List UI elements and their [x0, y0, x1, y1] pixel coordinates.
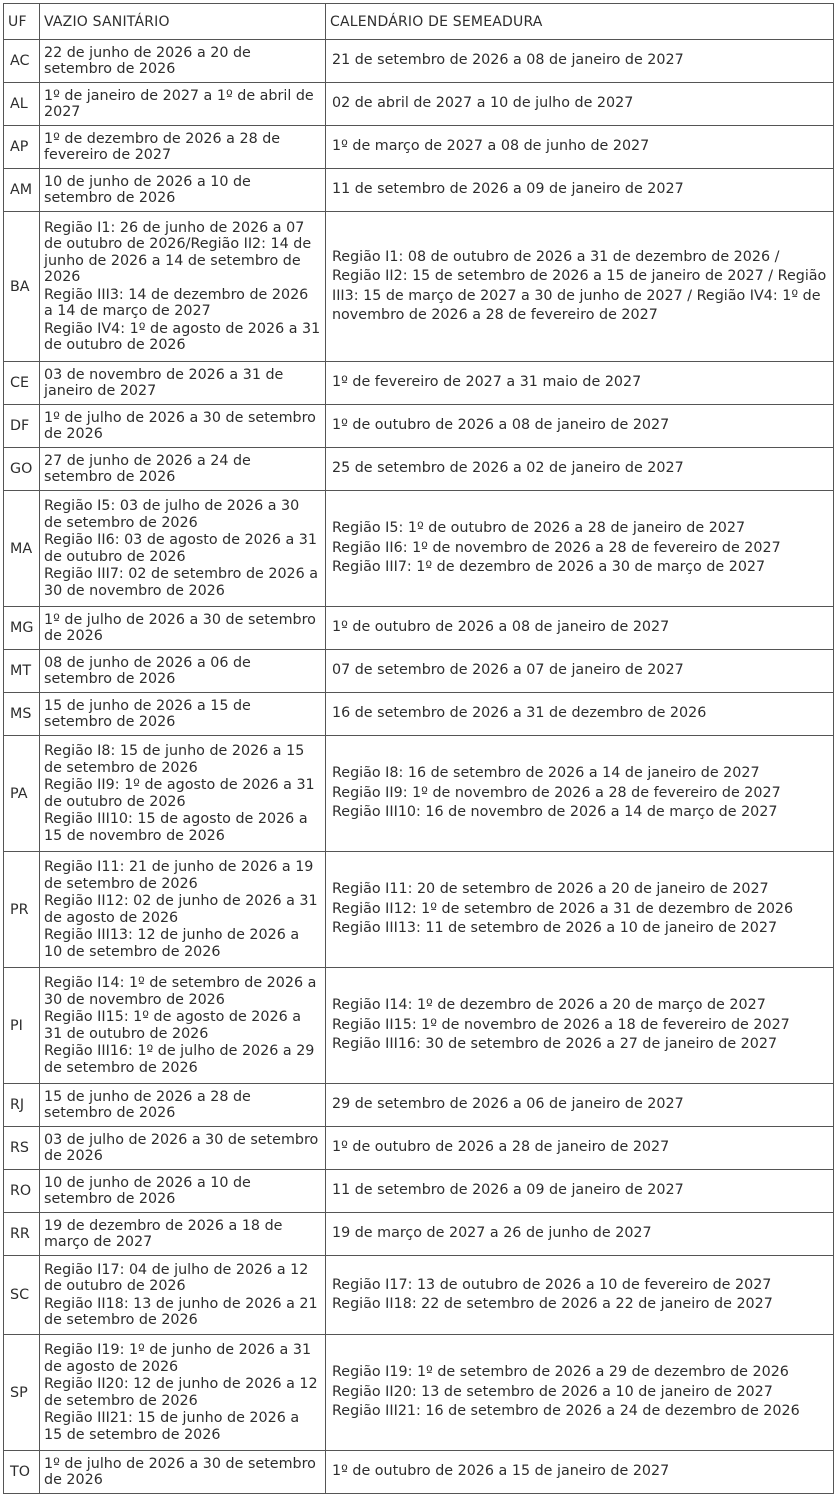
- vazio-sanitario-text: Região II20: 12 de junho de 2026 a 12 de setembro de 2026: [44, 1376, 318, 1409]
- calendario-semeadura-text: Região II20: 13 de setembro de 2026 a 10 de janeiro de 2027: [332, 1383, 773, 1400]
- vazio-sanitario-cell: [40, 650, 326, 693]
- vazio-sanitario-text: Região I1: 26 de junho de 2026 a 07 de outubro de 2026/Região II2: 14 de junho de 2026 a 14 de setembro de 2026: [44, 219, 312, 285]
- calendario-semeadura-text: Região I14: 1º de dezembro de 2026 a 20 de março de 2027: [332, 997, 766, 1014]
- uf-cell: GO: [4, 448, 40, 491]
- calendario-semeadura-text: 1º de outubro de 2026 a 08 de janeiro de 2027: [332, 619, 670, 636]
- uf-cell: DF: [4, 405, 40, 448]
- calendario-semeadura-text: Região III13: 11 de setembro de 2026 a 10 de janeiro de 2027: [332, 920, 778, 937]
- uf-cell: RS: [4, 1127, 40, 1170]
- calendario-semeadura-text: 1º de outubro de 2026 a 08 de janeiro de 2027: [332, 417, 670, 434]
- calendario-semeadura-text: 1º de março de 2027 a 08 de junho de 2027: [332, 138, 650, 155]
- table-row: [4, 1451, 834, 1494]
- table-row: [4, 169, 834, 212]
- vazio-sanitario-text: 1º de julho de 2026 a 30 de setembro de 2026: [44, 611, 316, 644]
- calendario-semeadura-cell: [326, 362, 834, 405]
- vazio-sanitario-text: Região II15: 1º de agosto de 2026 a 31 de outubro de 2026: [44, 1009, 302, 1042]
- table-row: [4, 852, 834, 968]
- vazio-sanitario-cell: [40, 1256, 326, 1335]
- vazio-sanitario-text: Região III10: 15 de agosto de 2026 a 15 de novembro de 2026: [44, 811, 308, 844]
- calendario-semeadura-text: 11 de setembro de 2026 a 09 de janeiro de 2027: [332, 1182, 684, 1199]
- vazio-sanitario-text: Região I11: 21 de junho de 2026 a 19 de setembro de 2026: [44, 859, 314, 892]
- uf-cell: MA: [4, 491, 40, 607]
- calendario-semeadura-text: 07 de setembro de 2026 a 07 de janeiro de 2027: [332, 662, 684, 679]
- calendario-semeadura-cell: [326, 1213, 834, 1256]
- vazio-sanitario-text: 1º de janeiro de 2027 a 1º de abril de 2027: [44, 87, 314, 120]
- calendario-semeadura-text: Região II12: 1º de setembro de 2026 a 31 de dezembro de 2026: [332, 900, 794, 917]
- table-row: [4, 40, 834, 83]
- vazio-sanitario-cell: [40, 448, 326, 491]
- calendario-semeadura-text: Região III7: 1º de dezembro de 2026 a 30 de março de 2027: [332, 559, 766, 576]
- calendario-semeadura-cell: [326, 405, 834, 448]
- header-uf: UF: [4, 4, 40, 40]
- calendario-semeadura-text: 11 de setembro de 2026 a 09 de janeiro de 2027: [332, 181, 684, 198]
- vazio-sanitario-text: Região I14: 1º de setembro de 2026 a 30 de novembro de 2026: [44, 975, 317, 1008]
- calendario-semeadura-cell: [326, 968, 834, 1084]
- calendario-semeadura-text: Região III10: 16 de novembro de 2026 a 14 de março de 2027: [332, 804, 778, 821]
- table-row: [4, 1084, 834, 1127]
- calendario-semeadura-cell: [326, 693, 834, 736]
- calendario-semeadura-text: Região II18: 22 de setembro de 2026 a 22 de janeiro de 2027: [332, 1296, 773, 1312]
- uf-cell: AM: [4, 169, 40, 212]
- vazio-sanitario-cell: [40, 1335, 326, 1451]
- calendario-semeadura-cell: [326, 169, 834, 212]
- vazio-sanitario-cell: [40, 126, 326, 169]
- calendario-semeadura-text: 1º de outubro de 2026 a 15 de janeiro de 2027: [332, 1463, 670, 1480]
- uf-cell: TO: [4, 1451, 40, 1494]
- vazio-sanitario-text: Região III21: 15 de junho de 2026 a 15 de setembro de 2026: [44, 1410, 300, 1443]
- vazio-sanitario-text: 10 de junho de 2026 a 10 de setembro de 2026: [44, 173, 251, 206]
- vazio-sanitario-text: Região III16: 1º de julho de 2026 a 29 de setembro de 2026: [44, 1043, 315, 1076]
- vazio-sanitario-text: Região I19: 1º de junho de 2026 a 31 de agosto de 2026: [44, 1342, 312, 1375]
- calendario-semeadura-cell: [326, 736, 834, 852]
- vazio-sanitario-text: Região II12: 02 de junho de 2026 a 31 de agosto de 2026: [44, 893, 318, 926]
- uf-cell: RR: [4, 1213, 40, 1256]
- vazio-sanitario-cell: [40, 1451, 326, 1494]
- vazio-sanitario-cell: [40, 607, 326, 650]
- vazio-sanitario-text: 22 de junho de 2026 a 20 de setembro de 2026: [44, 44, 251, 77]
- uf-cell: CE: [4, 362, 40, 405]
- calendario-semeadura-text: Região I11: 20 de setembro de 2026 a 20 de janeiro de 2027: [332, 881, 769, 898]
- calendario-semeadura-text: Região I8: 16 de setembro de 2026 a 14 de janeiro de 2027: [332, 765, 760, 782]
- uf-cell: PI: [4, 968, 40, 1084]
- vazio-sanitario-cell: [40, 1170, 326, 1213]
- calendario-semeadura-text: 21 de setembro de 2026 a 08 de janeiro de 2027: [332, 52, 684, 69]
- vazio-sanitario-text: 10 de junho de 2026 a 10 de setembro de 2026: [44, 1174, 251, 1207]
- vazio-sanitario-text: 15 de junho de 2026 a 15 de setembro de 2026: [44, 697, 251, 730]
- calendario-semeadura-cell: [326, 1170, 834, 1213]
- uf-cell: AC: [4, 40, 40, 83]
- calendario-semeadura-cell: [326, 212, 834, 362]
- calendario-semeadura-text: Região III16: 30 de setembro de 2026 a 27 de janeiro de 2027: [332, 1036, 778, 1053]
- table-row: [4, 1256, 834, 1335]
- uf-cell: SP: [4, 1335, 40, 1451]
- vazio-sanitario-cell: [40, 693, 326, 736]
- uf-cell: PR: [4, 852, 40, 968]
- vazio-sanitario-cell: [40, 1213, 326, 1256]
- calendario-semeadura-text: 02 de abril de 2027 a 10 de julho de 2027: [332, 95, 634, 112]
- uf-cell: MT: [4, 650, 40, 693]
- vazio-sanitario-cell: [40, 1084, 326, 1127]
- vazio-sanitario-text: 19 de dezembro de 2026 a 18 de março de 2027: [44, 1217, 283, 1250]
- calendario-semeadura-text: Região I17: 13 de outubro de 2026 a 10 de fevereiro de 2027: [332, 1276, 772, 1293]
- calendario-semeadura-cell: [326, 40, 834, 83]
- calendario-semeadura-cell: [326, 126, 834, 169]
- vazio-sanitario-text: Região III3: 14 de dezembro de 2026 a 14 de março de 2027: [44, 286, 309, 319]
- calendario-semeadura-text: Região II6: 1º de novembro de 2026 a 28 de fevereiro de 2027: [332, 539, 781, 556]
- uf-cell: MS: [4, 693, 40, 736]
- calendario-semeadura-text: Região I5: 1º de outubro de 2026 a 28 de janeiro de 2027: [332, 520, 746, 537]
- calendario-semeadura-cell: [326, 448, 834, 491]
- vazio-sanitario-text: Região II18: 13 de junho de 2026 a 21 de setembro de 2026: [44, 1295, 318, 1328]
- calendario-semeadura-text: 25 de setembro de 2026 a 02 de janeiro de 2027: [332, 460, 684, 477]
- calendario-semeadura-text: 16 de setembro de 2026 a 31 de dezembro de 2026: [332, 705, 707, 722]
- calendario-semeadura-cell: [326, 1335, 834, 1451]
- vazio-sanitario-text: Região IV4: 1º de agosto de 2026 a 31 de outubro de 2026: [44, 320, 321, 353]
- vazio-sanitario-cell: [40, 968, 326, 1084]
- calendario-semeadura-text: 29 de setembro de 2026 a 06 de janeiro de 2027: [332, 1096, 684, 1113]
- vazio-sanitario-text: 03 de julho de 2026 a 30 de setembro de 2026: [44, 1131, 319, 1164]
- vazio-sanitario-cell: [40, 491, 326, 607]
- vazio-sanitario-text: 15 de junho de 2026 a 28 de setembro de 2026: [44, 1088, 251, 1121]
- table-row: [4, 212, 834, 362]
- uf-cell: AP: [4, 126, 40, 169]
- calendario-semeadura-cell: [326, 650, 834, 693]
- table-row: [4, 491, 834, 607]
- vazio-sanitario-text: Região I8: 15 de junho de 2026 a 15 de setembro de 2026: [44, 743, 305, 776]
- vazio-sanitario-text: Região II6: 03 de agosto de 2026 a 31 de outubro de 2026: [44, 532, 318, 565]
- vazio-sanitario-cell: [40, 212, 326, 362]
- vazio-sanitario-text: 1º de julho de 2026 a 30 de setembro de 2026: [44, 409, 316, 442]
- table-row: [4, 405, 834, 448]
- calendario-semeadura-text: 1º de outubro de 2026 a 28 de janeiro de 2027: [332, 1139, 670, 1156]
- calendario-semeadura-cell: [326, 1451, 834, 1494]
- uf-cell: RJ: [4, 1084, 40, 1127]
- calendario-semeadura-cell: [326, 852, 834, 968]
- calendar-table: [3, 3, 834, 1494]
- vazio-sanitario-cell: [40, 169, 326, 212]
- uf-cell: AL: [4, 83, 40, 126]
- calendario-semeadura-text: 19 de março de 2027 a 26 de junho de 2027: [332, 1225, 652, 1242]
- uf-cell: RO: [4, 1170, 40, 1213]
- calendario-semeadura-text: Região I19: 1º de setembro de 2026 a 29 de dezembro de 2026: [332, 1364, 789, 1381]
- table-row: [4, 736, 834, 852]
- calendario-semeadura-text: Região I1: 08 de outubro de 2026 a 31 de dezembro de 2026 / Região II2: 15 de setembro de 2026 a 15 de janeiro de 2027 / Região III3: 15 de março de 2027 a 30 de junho de 2027 / Região IV4: 1º de novembro de 2026 a 28 de fevereiro de 2027: [332, 248, 827, 323]
- vazio-sanitario-text: 03 de novembro de 2026 a 31 de janeiro de 2027: [44, 366, 284, 399]
- vazio-sanitario-text: 08 de junho de 2026 a 06 de setembro de 2026: [44, 654, 251, 687]
- vazio-sanitario-cell: [40, 405, 326, 448]
- calendario-semeadura-cell: [326, 491, 834, 607]
- header-vazio-sanitario: VAZIO SANITÁRIO: [40, 4, 326, 40]
- calendario-semeadura-text: Região II9: 1º de novembro de 2026 a 28 de fevereiro de 2027: [332, 784, 781, 801]
- uf-cell: SC: [4, 1256, 40, 1335]
- calendario-semeadura-cell: [326, 1127, 834, 1170]
- calendario-semeadura-cell: [326, 83, 834, 126]
- table-row: [4, 607, 834, 650]
- vazio-sanitario-text: Região I17: 04 de julho de 2026 a 12 de outubro de 2026: [44, 1261, 309, 1294]
- header-row: [4, 4, 834, 40]
- vazio-sanitario-cell: [40, 362, 326, 405]
- vazio-sanitario-cell: [40, 736, 326, 852]
- calendario-semeadura-cell: [326, 607, 834, 650]
- calendario-semeadura-text: Região II15: 1º de novembro de 2026 a 18 de fevereiro de 2027: [332, 1016, 790, 1033]
- vazio-sanitario-text: Região III13: 12 de junho de 2026 a 10 de setembro de 2026: [44, 927, 300, 960]
- table-row: [4, 448, 834, 491]
- table-row: [4, 1335, 834, 1451]
- calendario-semeadura-cell: [326, 1256, 834, 1335]
- vazio-sanitario-cell: [40, 1127, 326, 1170]
- vazio-sanitario-text: Região I5: 03 de julho de 2026 a 30 de setembro de 2026: [44, 498, 300, 531]
- table-row: [4, 968, 834, 1084]
- table-row: [4, 693, 834, 736]
- calendario-semeadura-cell: [326, 1084, 834, 1127]
- uf-cell: MG: [4, 607, 40, 650]
- vazio-sanitario-cell: [40, 83, 326, 126]
- vazio-sanitario-text: Região II9: 1º de agosto de 2026 a 31 de outubro de 2026: [44, 777, 315, 810]
- table-row: [4, 362, 834, 405]
- vazio-sanitario-text: 1º de julho de 2026 a 30 de setembro de 2026: [44, 1455, 316, 1488]
- uf-cell: BA: [4, 212, 40, 362]
- vazio-sanitario-text: 1º de dezembro de 2026 a 28 de fevereiro de 2027: [44, 130, 281, 163]
- vazio-sanitario-cell: [40, 852, 326, 968]
- table-row: [4, 1170, 834, 1213]
- table-row: [4, 83, 834, 126]
- vazio-sanitario-text: 27 de junho de 2026 a 24 de setembro de 2026: [44, 452, 251, 485]
- table-row: [4, 1127, 834, 1170]
- vazio-sanitario-text: Região III7: 02 de setembro de 2026 a 30 de novembro de 2026: [44, 566, 319, 599]
- header-calendario-semeadura: CALENDÁRIO DE SEMEADURA: [326, 4, 834, 40]
- vazio-sanitario-cell: [40, 40, 326, 83]
- table-row: [4, 126, 834, 169]
- calendario-semeadura-text: 1º de fevereiro de 2027 a 31 maio de 2027: [332, 374, 642, 391]
- table-row: [4, 650, 834, 693]
- table-row: [4, 1213, 834, 1256]
- calendario-semeadura-text: Região III21: 16 de setembro de 2026 a 24 de dezembro de 2026: [332, 1403, 800, 1420]
- uf-cell: PA: [4, 736, 40, 852]
